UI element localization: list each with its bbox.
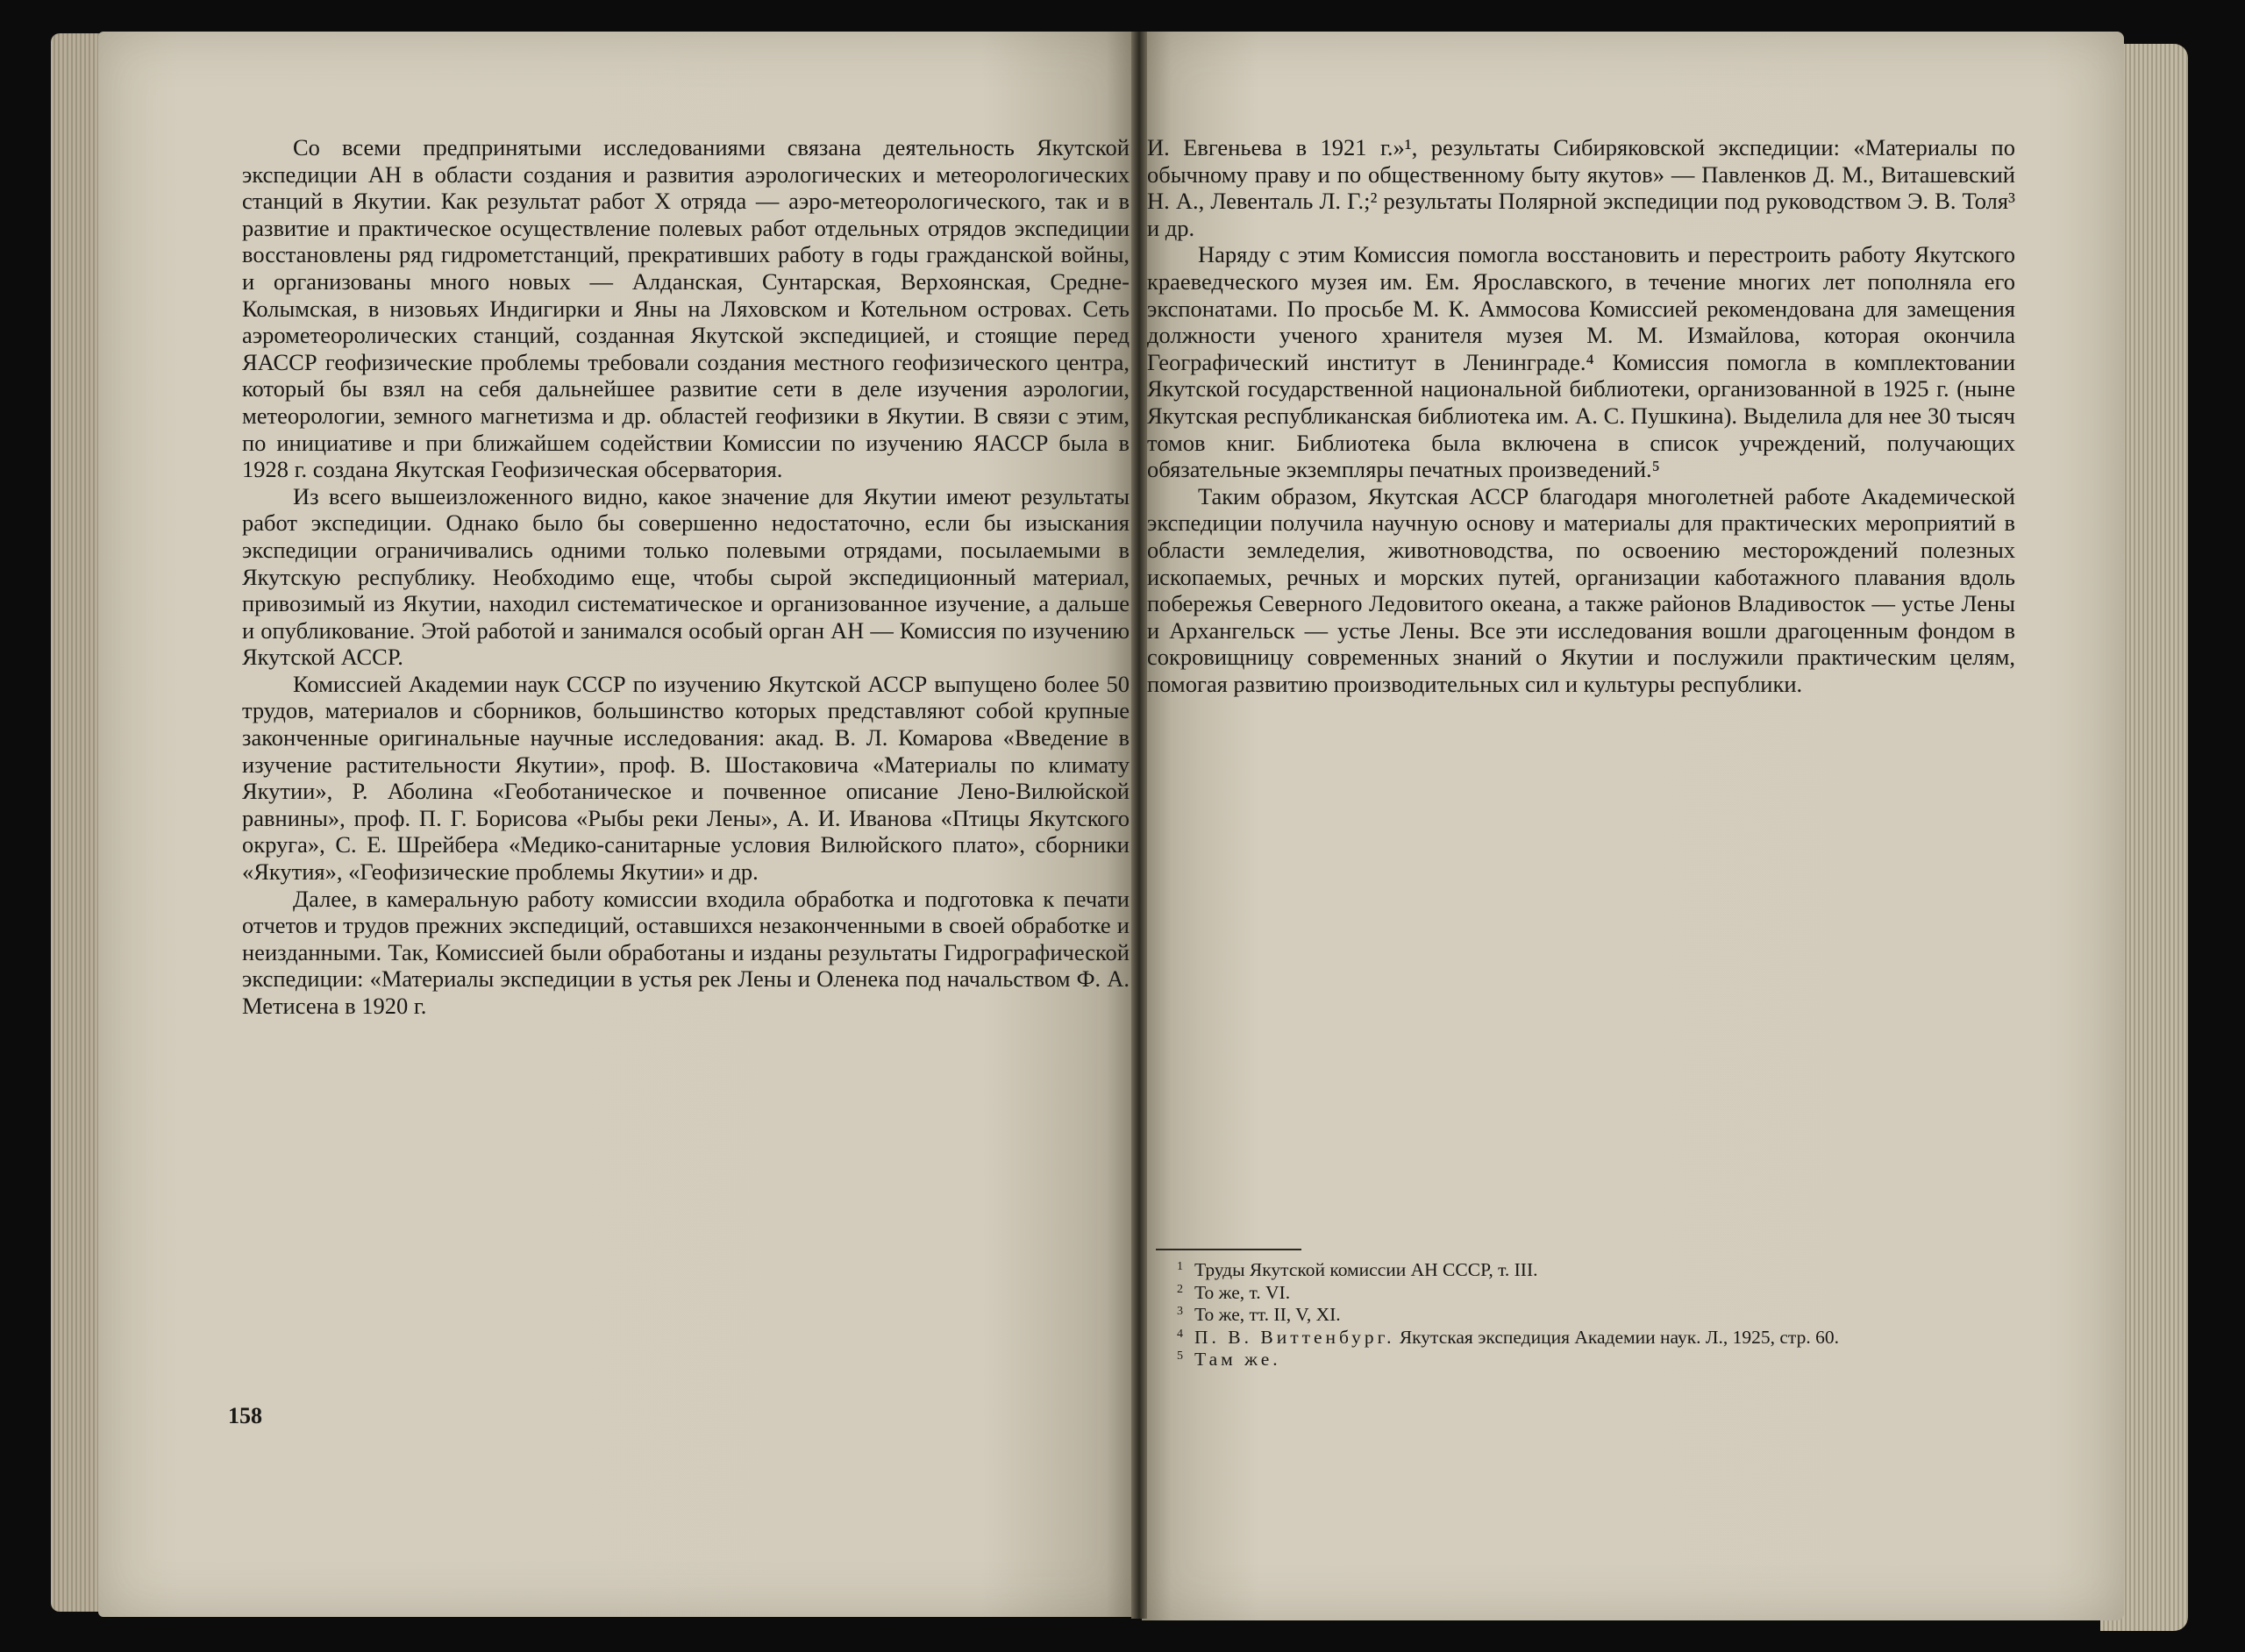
footnote-text: То же, тт. II, V, XI.	[1194, 1304, 1341, 1325]
footnote-text: Там же.	[1194, 1349, 1281, 1370]
footnote	[1156, 1304, 2015, 1327]
footnote-author: П. В. Виттенбург.	[1194, 1326, 1395, 1348]
footnote	[1156, 1327, 2015, 1349]
paragraph: Комиссией Академии наук СССР по изучению Якутской АССР выпущено более 50 трудов, материалов и сборников, большинство которых представляют собой крупные законченные оригинальные научные исследования: акад. В. Л. Комарова «Введение в изучение растительности Якутии», проф. В. Шостаковича «Материалы по климату Якутии», Р. Аболина «Геоботаническое и почвенное описание Лено-Вилюйской равнины», проф. П. Г. Борисова «Рыбы реки Лены», А. И. Иванова «Птицы Якутского округа», С. Е. Шрейбера «Медико-санитарные условия Вилюйского плато», сборники «Якутия», «Геофизические проблемы Якутии» и др.	[242, 670, 1130, 886]
paragraph: Наряду с этим Комиссия помогла восстановить и перестроить работу Якутского краеведческого музея им. Ем. Ярославского, в течение многих лет пополняла его экспонатами. По просьбе М. К. Аммосова Комиссией рекомендована для замещения должности ученого хранителя музея М. М. Измайлова, которая окончила Географический институт в Ленинграде.⁴ Комиссия помогла в комплектовании Якутской государственной национальной библиотеки, организованной в 1925 г. (ныне Якутская республиканская библиотека им. А. С. Пушкина). Выделила для нее 30 тысяч томов книг. Библиотека была включена в список учреждений, получающих обязательные экземпляры печатных произведений.⁵	[1147, 241, 2015, 483]
left-page-edges	[51, 33, 103, 1612]
footnote	[1156, 1349, 2015, 1371]
paragraph: И. Евгеньева в 1921 г.»¹, результаты Сибиряковской экспедиции: «Материалы по обычному праву и по общественному быту якутов» — Павленков Д. М., Виташевский Н. А., Левенталь Л. Г.;² результаты Полярной экспедиции под руководством Э. В. Толя³ и др.	[1147, 134, 2015, 241]
right-page-text	[1147, 134, 2015, 697]
footnote	[1156, 1282, 2015, 1305]
paragraph: Из всего вышеизложенного видно, какое значение для Якутии имеют результаты работ экспедиции. Однако было бы совершенно недостаточно, если бы изыскания экспедиции ограничивались одними только полевыми отрядами, посылаемыми в Якутскую республику. Необходимо еще, чтобы сырой экспедиционный материал, привозимый из Якутии, находил систематическое и организованное изучение, а дальше и опубликование. Этой работой и занимался особый орган АН — Комиссия по изучению Якутской АССР.	[242, 482, 1130, 671]
paragraph: Со всеми предпринятыми исследованиями связана деятельность Якутской экспедиции АН в области создания и развития аэрологических и метеорологических станций в Якутии. Как результат работ X отряда — аэро-метеорологического, так и в развитие и практическое осуществление полевых работ отдельных отрядов экспедиции восстановлены ряд гидрометстанций, прекративших работу в годы гражданской войны, и организованы много новых — Алданская, Сунтарская, Верхоянская, Средне-Колымская, в низовьях Индигирки и Яны на Ляховском и Котельном островах. Сеть аэрометеоролических станций, созданная Якутской экспедицией, и стоящие перед ЯАССР геофизические проблемы требовали создания местного геофизического центра, который бы взял на себя дальнейшее развитие сети в деле изучения аэрологии, метеорологии, земного магнетизма и др. областей геофизики в Якутии. В связи с этим, по инициативе и при ближайшем содействии Комиссии по изучению ЯАССР была в 1928 г. создана Якутская Геофизическая обсерватория.	[242, 134, 1130, 483]
page-number: 158	[228, 1403, 262, 1428]
footnote-number: 1	[1177, 1260, 1183, 1273]
left-page-text	[242, 134, 1130, 1020]
footnote-rule	[1156, 1249, 1301, 1250]
footnotes	[1156, 1259, 2015, 1371]
footnote-number: 5	[1177, 1349, 1183, 1363]
footnote-number: 2	[1177, 1282, 1183, 1296]
footnote-number: 4	[1177, 1327, 1183, 1341]
footnote	[1156, 1259, 2015, 1282]
footnote-text: Труды Якутской комиссии АН СССР, т. III.	[1194, 1259, 1538, 1280]
footnote-text: То же, т. VI.	[1194, 1281, 1291, 1303]
footnote-number: 3	[1177, 1305, 1183, 1318]
footnote-text: Якутская экспедиция Академии наук. Л., 1925, стр. 60.	[1399, 1326, 1839, 1348]
paragraph: Таким образом, Якутская АССР благодаря многолетней работе Академической экспедиции получила научную основу и материалы для практических мероприятий в области земледелия, животноводства, по освоению месторождений полезных ископаемых, речных и морских путей, организации каботажного плавания вдоль побережья Северного Ледовитого океана, а также районов Владивосток — устье Лены и Архангельск — устье Лены. Все эти исследования вошли драгоценным фондом в сокровищницу современных знаний о Якутии и послужили практическим целям, помогая развитию производительных сил и культуры республики.	[1147, 482, 2015, 697]
book-gutter	[1131, 32, 1147, 1619]
paragraph: Далее, в камеральную работу комиссии входила обработка и подготовка к печати отчетов и трудов прежних экспедиций, оставшихся незаконченными в своей обработке и неизданными. Так, Комиссией были обработаны и изданы результаты Гидрографической экспедиции: «Материалы экспедиции в устья рек Лены и Оленека под начальством Ф. А. Метисена в 1920 г.	[242, 885, 1130, 1019]
